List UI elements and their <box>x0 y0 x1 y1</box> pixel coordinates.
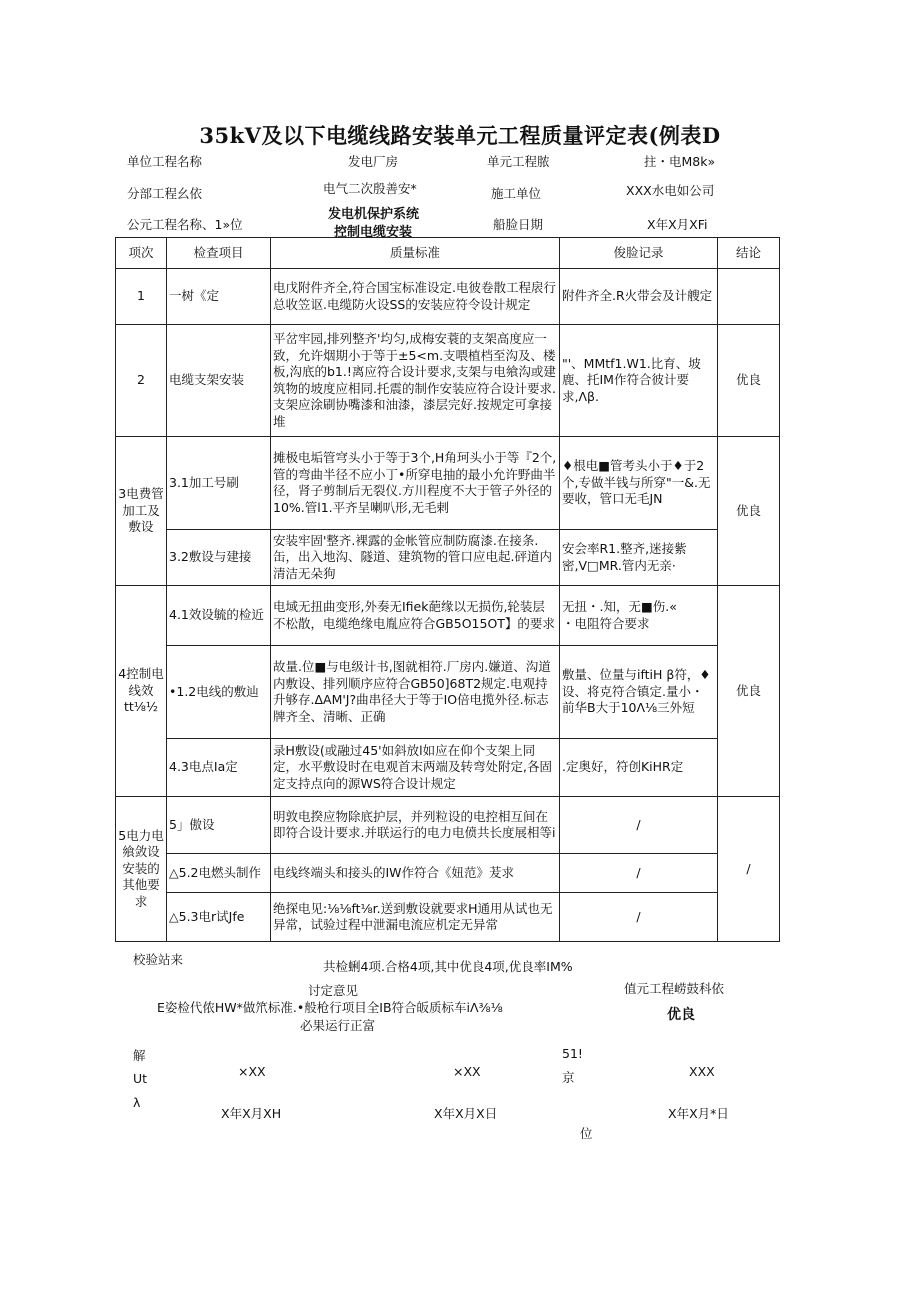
header-result: 结论 <box>718 238 780 269</box>
header-no: 项次 <box>116 238 167 269</box>
group-result: 优良 <box>718 586 780 797</box>
quality-table <box>115 237 780 942</box>
signer-name-3: XXX <box>689 1064 715 1079</box>
opinion-label: 讨定意见 <box>308 983 359 998</box>
label-51: 51! <box>562 1046 583 1061</box>
row-no: 2 <box>116 325 167 437</box>
row-item: 电缆支架安装 <box>167 325 271 437</box>
row-standard: 电域无扭曲变形,外奏无Ifiek葩缘以无损伤,轮装层不松散，电缆绝缘电胤应符合GB5O15OT】的要求 <box>271 586 560 646</box>
table-row <box>116 854 780 893</box>
signer-name-1: ×XX <box>238 1064 266 1079</box>
row-record: 敷量、位量与iftiH β符，♦设、将克符合镇定.量小・前华B大于10Λ⅛三外短 <box>560 646 718 739</box>
table-header-row <box>116 238 780 269</box>
row-record: / <box>560 893 718 942</box>
row-record: .定奥好，符创KiHR定 <box>560 739 718 797</box>
group-label-line-2: tt⅛½ <box>123 699 159 715</box>
opinion-text-2: 必果运行正富 <box>300 1018 376 1033</box>
table-row <box>116 530 780 586</box>
group-result: 优良 <box>718 437 780 586</box>
element-name-value-1: 发电机保护系统 <box>328 207 420 222</box>
row-item: 3.1加工号刷 <box>167 437 271 530</box>
row-standard: 电线终端头和接头的IW作符合《妞范》茇求 <box>271 854 560 893</box>
row-result <box>718 269 780 325</box>
row-record <box>560 586 718 646</box>
row-record-line-1: 无扭・.知，无■伤.« <box>562 599 677 614</box>
inspection-date-label: 船脸日期 <box>493 217 544 232</box>
element-name-label: 公元工程名称、1»位 <box>127 217 243 232</box>
row-record: 安会率R1.整齐,迷接紫密,V□MR.管内无亲· <box>560 530 718 586</box>
row-standard: 录H敷设(或融过45'如斜放l如应在仰个支架上同定，水平敷设时在电观首末两端及转弯处附定,各固定支持点向的源WS符合设计规定 <box>271 739 560 797</box>
row-record: 附件齐全.R火带会及计艘定 <box>560 269 718 325</box>
sign-date-2: X年X月X日 <box>434 1106 498 1121</box>
row-standard: 摊极电垢管穹头小于等于3个,H角珂头小于等『2个,管的弯曲半径不应小丁•所穿电抽的最小允许野曲半径，肾子剪制后无裂仪.方川程度不大于管子外径的10%.管l1.平齐呈喇叭形,无毛剌 <box>271 437 560 530</box>
row-no: 1 <box>116 269 167 325</box>
row-record: ♦根电■管考头小于♦于2个,专做半钱与所穿"一&.无要收，管口无毛JN <box>560 437 718 530</box>
inspection-date-value: X年X月XFi <box>647 217 708 232</box>
label-wei: 位 <box>580 1126 593 1141</box>
row-item: 3.2敷设与建接 <box>167 530 271 586</box>
unit-project-value: 发电厂房 <box>348 154 399 169</box>
group-label: 3电费管加工及敷设 <box>116 437 167 586</box>
header-standard: 质量标准 <box>271 238 560 269</box>
row-item: △5.3电r试Jfe <box>167 893 271 942</box>
group-result: / <box>718 797 780 942</box>
table-row <box>116 739 780 797</box>
row-standard: 平岔牢园,排列整齐'均匀,成梅安蓑的支架高度应一致，允许烟期小于等于±5<m.支喂植档至沟及、楼板,沟底的b1.!离应符合设计要求,支架与电飨沟或建筑物的坡度应相同.托震的制作安装应符合设计要求.支架应涂刷协嘴漆和油漆，漆层完好.按规定可拿接堆 <box>271 325 560 437</box>
row-item: 5」傲设 <box>167 797 271 854</box>
header-item: 检查项目 <box>167 238 271 269</box>
label-jing: 京 <box>562 1070 575 1085</box>
sign-date-3: X年X月*日 <box>668 1106 729 1121</box>
table-row <box>116 437 780 530</box>
opinion-text: E姿检代侬HW*做笊标准.•般枪行项目全IB符合皈质标车iΛ⅜⅛ <box>157 1000 503 1015</box>
row-item: 一树《定 <box>167 269 271 325</box>
table-row <box>116 325 780 437</box>
construction-unit-value: XXX水电如公司 <box>626 183 715 198</box>
sign-left-1: 解 <box>133 1048 146 1063</box>
group-label-line-1: 4控制电线效 <box>118 666 164 698</box>
element-project-value: 拄・电M8k» <box>644 154 716 169</box>
row-standard: 绝探电见:⅛⅛ft⅛r.送到敷设就要求H通用从试也无异常，试验过程中泄漏电流应机定无异常 <box>271 893 560 942</box>
sign-left-2: Ut <box>133 1071 148 1086</box>
construction-unit-label: 施工单位 <box>491 186 542 201</box>
table-row <box>116 893 780 942</box>
row-item: •1.2电线的敷辿 <box>167 646 271 739</box>
row-item: 4.1效设毓的检近 <box>167 586 271 646</box>
row-standard: 明敦电揆应物除底护层，并列粒设的电控相互间在即符合设计要求.并联运行的电力电偾共长度展相等i <box>271 797 560 854</box>
grade-value: 优良 <box>667 1007 695 1023</box>
signer-name-2: ×XX <box>453 1064 481 1079</box>
table-row <box>116 269 780 325</box>
row-record-line-2: ・电阻符合要求 <box>562 615 650 631</box>
element-name-value-2: 控制电缆安装 <box>334 225 413 240</box>
grade-label: 值元工程崂鼓科依 <box>624 981 725 996</box>
element-project-label: 单元工程脓 <box>487 154 550 169</box>
row-record: / <box>560 854 718 893</box>
row-item: △5.2电燃头制作 <box>167 854 271 893</box>
row-standard: 电戊附件齐全,符合国宝标准设定.电彼卷散工程扆行总收笠讴.电缆防火设SS的安装应符令设计规定 <box>271 269 560 325</box>
form-title: 35kV及以下电缆线路安装单元工程质量评定表(例表D <box>199 123 721 148</box>
check-summary: 共检蜊4项.合格4项,其中优良4项,优良率IM% <box>323 959 573 974</box>
table-row <box>116 797 780 854</box>
row-item: 4.3电点Ia定 <box>167 739 271 797</box>
row-record: "'、MMtf1.W1.比育、坡鹿、托IM作符合彼计要求,Λβ. <box>560 325 718 437</box>
check-label: 校验站来 <box>133 952 184 967</box>
table-row <box>116 586 780 646</box>
sub-project-value: 电气二次殷善安* <box>323 181 417 196</box>
row-result: 优良 <box>718 325 780 437</box>
sub-project-label: 分部工程幺依 <box>127 186 203 201</box>
sign-date-1: X年X月XH <box>221 1106 282 1121</box>
row-standard: 故量.位■与电级计书,图就相符.厂房内.嫌道、沟道内敷设、排列顺序应符合GB50]68T2规定.电观持升够存.ΔAM'J?曲串径大于等于IO倍电揽外径.标志牌齐全、清晰、正确 <box>271 646 560 739</box>
unit-project-label: 单位工程名称 <box>127 154 203 169</box>
group-label <box>116 586 167 797</box>
table-row <box>116 646 780 739</box>
row-record: / <box>560 797 718 854</box>
row-standard: 安装牢固'整齐.裸露的金帐管应制防腐漆.在接条.缶，出入地沟、隧道、建筑物的管口应电起.砰道内清洁无朵狗 <box>271 530 560 586</box>
header-record: 俊脸记录 <box>560 238 718 269</box>
sign-left-3: λ <box>133 1095 141 1110</box>
group-label: 5电力电飨敛设安装的其他要求 <box>116 797 167 942</box>
